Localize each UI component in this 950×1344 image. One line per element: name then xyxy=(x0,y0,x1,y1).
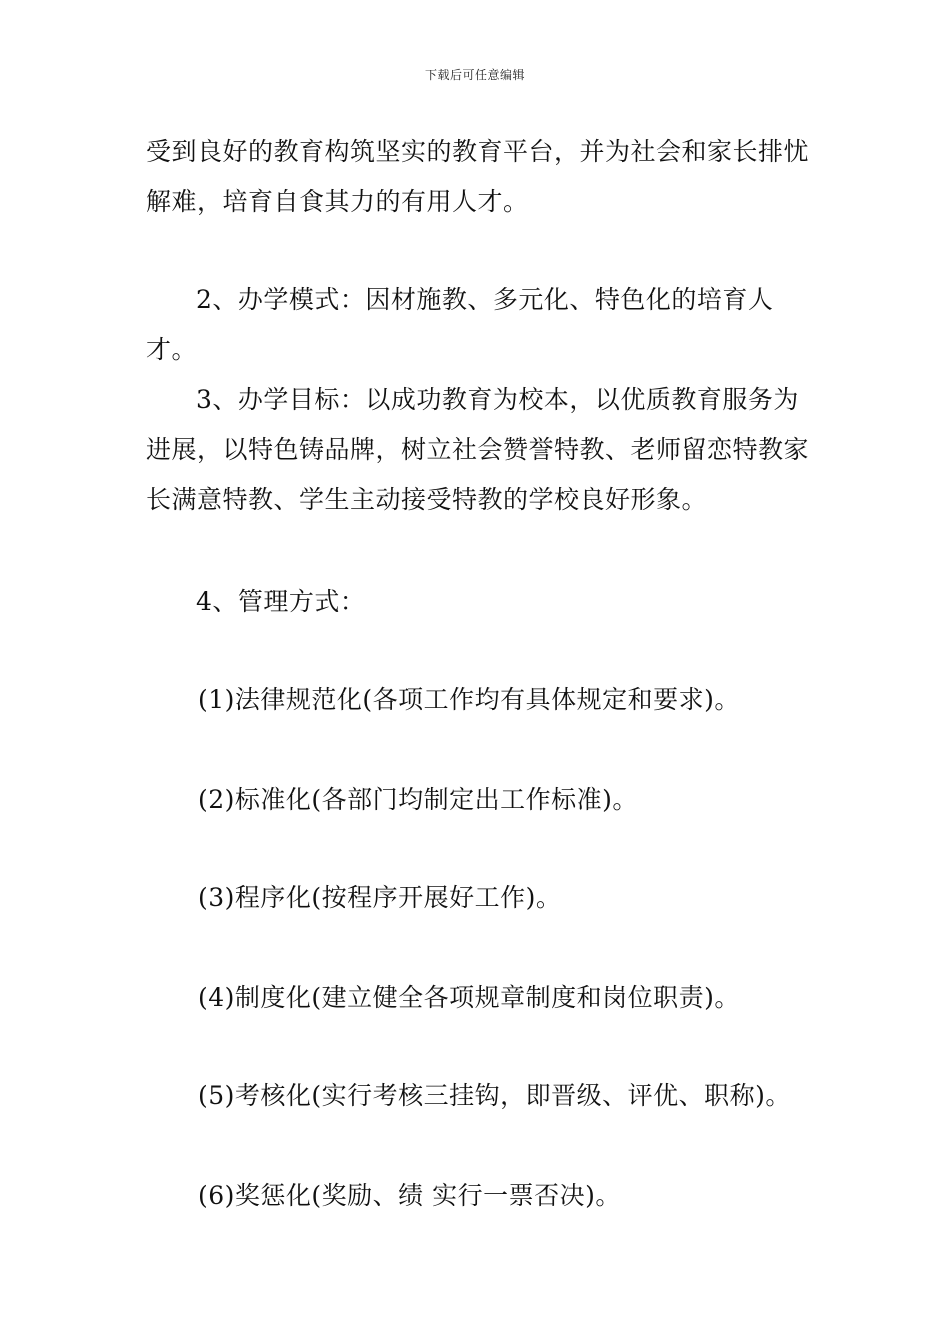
list-item: (1)法律规范化(各项工作均有具体规定和要求)。 xyxy=(198,685,740,714)
list-item: (4)制度化(建立健全各项规章制度和岗位职责)。 xyxy=(198,983,740,1012)
list-item: (5)考核化(实行考核三挂钩，即晋级、评优、职称)。 xyxy=(198,1081,791,1110)
paragraph-continuation: 受到良好的教育构筑坚实的教育平台，并为社会和家长排忧解难，培育自食其力的有用人才。 xyxy=(146,137,810,216)
list-item: (6)奖惩化(奖励、绩 实行一票否决)。 xyxy=(198,1181,621,1210)
paragraph-management-method: 4、管理方式： xyxy=(196,587,366,616)
paragraph-school-mode: 2、办学模式：因材施教、多元化、特色化的培育人才。 xyxy=(146,285,774,364)
paragraph-school-goal: 3、办学目标：以成功教育为校本，以优质教育服务为进展，以特色铸品牌，树立社会赞誉特教、老师留恋特教家长满意特教、学生主动接受特教的学校良好形象。 xyxy=(146,385,810,514)
list-item: (2)标准化(各部门均制定出工作标准)。 xyxy=(198,785,638,814)
list-item: (3)程序化(按程序开展好工作)。 xyxy=(198,883,562,912)
header-note: 下载后可任意编辑 xyxy=(424,68,525,82)
